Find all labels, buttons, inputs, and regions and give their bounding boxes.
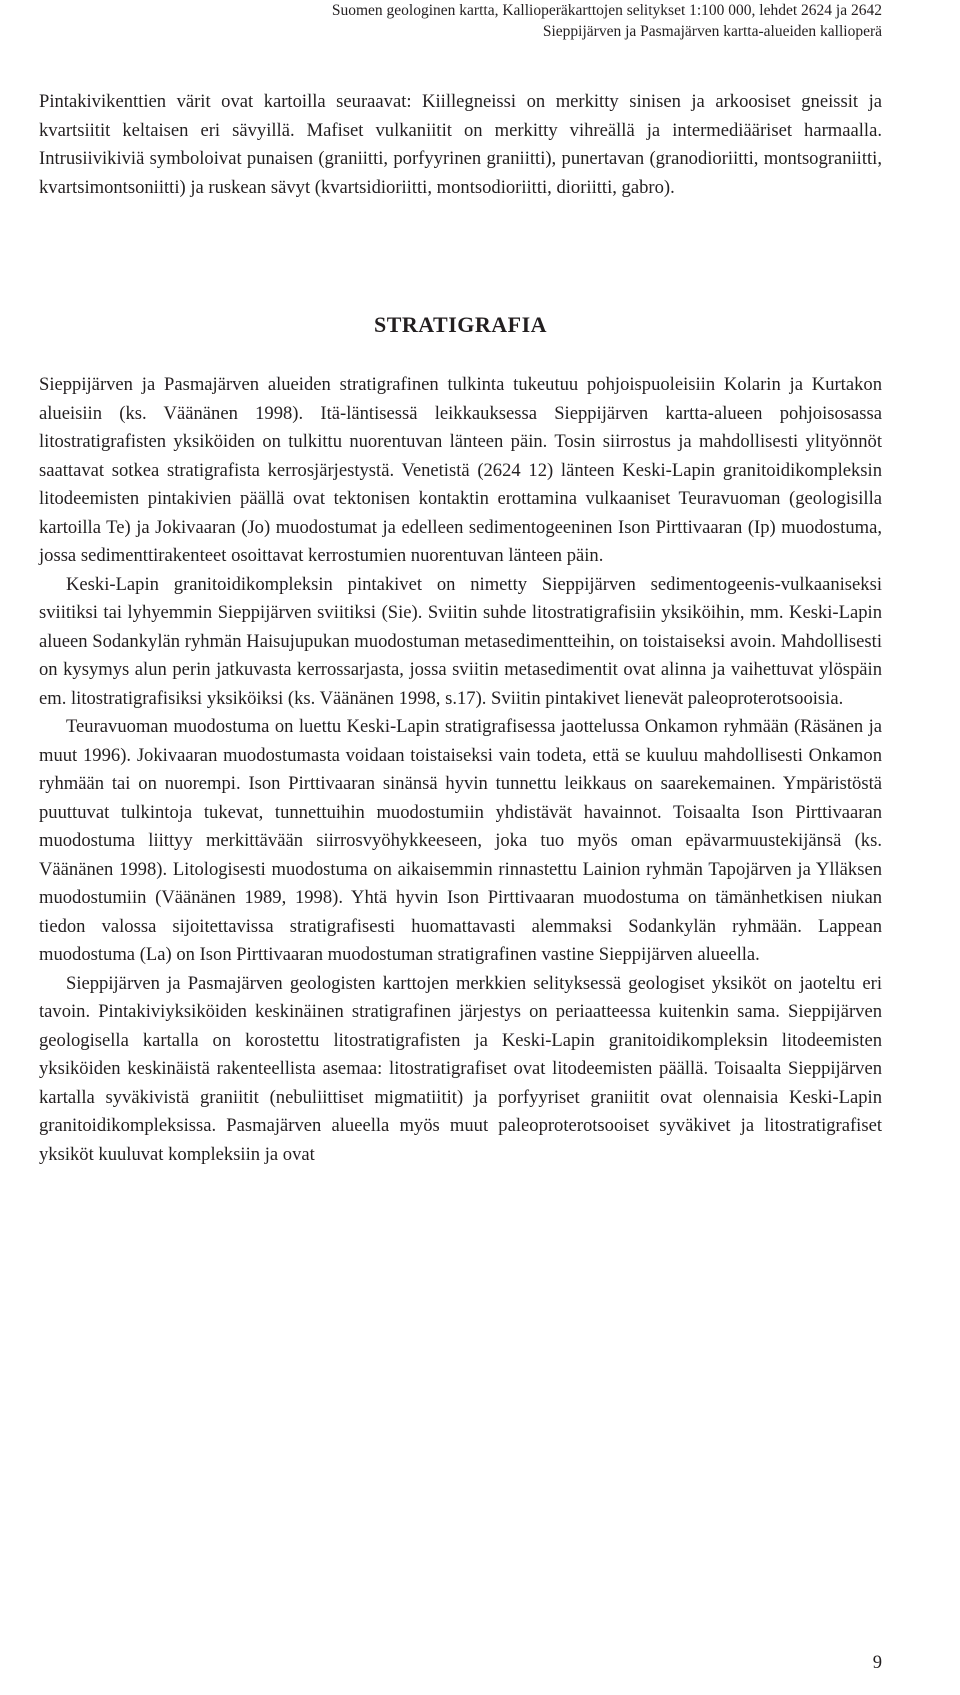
intro-paragraph: Pintakivikenttien värit ovat kartoilla seuraavat: Kiillegneissi on merkitty sinisen ja arkoosiset gneissit ja kvartsiitit keltaisen eri sävyillä. Mafiset vulkaniitit on merkitty vihreällä ja intermediääriset harmaalla. Intrusiivikiviä symboloivat punaisen (graniitti, porfyyrinen graniitti), punertavan (granodioriitti, montsograniitti, kvartsimontsoniitti) ja ruskean sävyt (kvartsidioriitti, montsodioriitti, dioriitti, gabro). — [39, 91, 882, 198]
paragraph-3: Teuravuoman muodostuma on luettu Keski-Lapin stratigrafisessa jaottelussa Onkamon ryhmään (Räsänen ja muut 1996). Jokivaaran muodostumasta voidaan toistaiseksi vain todeta, että se kuuluu mahdollisesti Onkamon ryhmään tai on nuorempi. Ison Pirttivaaran sinänsä hyvin tunnettu leikkaus on saarekemainen. Ympäristöstä puuttuvat tulkintoja tukevat, tunnettuihin muodostumiin yhdistävät havainnot. Toisaalta Ison Pirttivaaran muodostuma liittyy merkittävään siirrosvyöhykkeeseen, joka tuo myös oman epävarmuustekijänsä (ks. Väänänen 1998). Litologisesti muodostuma on aikaisemmin rinnastettu Lainion ryhmän Tapojärven ja Ylläksen muodostumiin (Väänänen 1989, 1998). Yhtä hyvin Ison Pirttivaaran muodostuma on tämänhetkisen niukan tiedon valossa sijoitettavissa stratigrafisesti huomattavasti alemmaksi Sodankylän ryhmään. Lappean muodostuma (La) on Ison Pirttivaaran muodostuman stratigrafinen vastine Sieppijärven alueella. — [39, 716, 882, 965]
page-number: 9 — [872, 1652, 882, 1673]
intro-section — [39, 88, 882, 202]
running-header-series: Suomen geologinen kartta, Kallioperäkarttojen selitykset 1:100 000, lehdet 2624 ja 2642 — [331, 2, 882, 19]
running-header-title: Sieppijärven ja Pasmajärven kartta-alueiden kallioperä — [542, 23, 882, 40]
paragraph-4: Sieppijärven ja Pasmajärven geologisten karttojen merkkien selityksessä geologiset yksiköt on jaoteltu eri tavoin. Pintakiviyksiköiden keskinäinen stratigrafinen järjestys on periaatteessa kuitenkin sama. Sieppijärven geologisella kartalla on korostettu litostratigrafisten ja Keski-Lapin granitoidikompleksin litodeemisten yksiköiden keskinäistä rakenteellista asemaa: litostratigrafiset ovat litodeemisten päällä. Toisaalta Sieppijärven kartalla syväkivistä graniitit (nebuliittiset migmatiitit) ja porfyyriset graniitit ovat olennaisia Keski-Lapin granitoidikompleksissa. Pasmajärven alueella myös muut paleoproterotsooiset syväkivet ja litostratigrafiset yksiköt kuuluvat kompleksiin ja ovat — [39, 972, 882, 1165]
stratigraphy-body — [39, 371, 882, 1169]
section-heading: STRATIGRAFIA — [373, 312, 548, 337]
paragraph-1: Sieppijärven ja Pasmajärven alueiden stratigrafinen tulkinta tukeutuu pohjoispuoleisiin Kolarin ja Kurtakon alueisiin (ks. Väänänen 1998). Itä-läntisessä leikkauksessa Sieppijärven kartta-alueen pohjoisosassa litostratigrafisten yksiköiden on tulkittu nuorentuvan länteen päin. Tosin siirrostus ja mahdollisesti ylityönnöt saattavat sotkea stratigrafista kerrosjärjestystä. Venetistä (2624 12) länteen Keski-Lapin granitoidikompleksin litodeemisten pintakivien päällä ovat tektonisen kontaktin erottamina vulkaaniset Teuravuoman (geologisilla kartoilla Te) ja Jokivaaran (Jo) muodostumat ja edelleen sedimentogeeninen Ison Pirttivaaran (Ip) muodostuma, jossa sedimenttirakenteet osoittavat kerrostumien nuorentuvan länteen päin. — [39, 374, 882, 566]
running-header — [332, 0, 882, 42]
paragraph-2: Keski-Lapin granitoidikompleksin pintakivet on nimetty Sieppijärven sedimentogeenis-vulkaaniseksi sviitiksi tai lyhyemmin Sieppijärven sviitiksi (Sie). Sviitin suhde litostratigrafisiin yksiköihin, mm. Keski-Lapin alueen Sodankylän ryhmän Haisujupukan muodostuman metasedimentteihin, on toistaiseksi avoin. Mahdollisesti on kysymys alun perin jatkuvasta kerrossarjasta, jossa sviitin metasedimentit ovat alinna ja vaihettuvat ylöspäin em. litostratigrafisiksi yksiköiksi (ks. Väänänen 1998, s.17). Sviitin pintakivet lienevät paleoproterotsooisia. — [39, 573, 882, 709]
